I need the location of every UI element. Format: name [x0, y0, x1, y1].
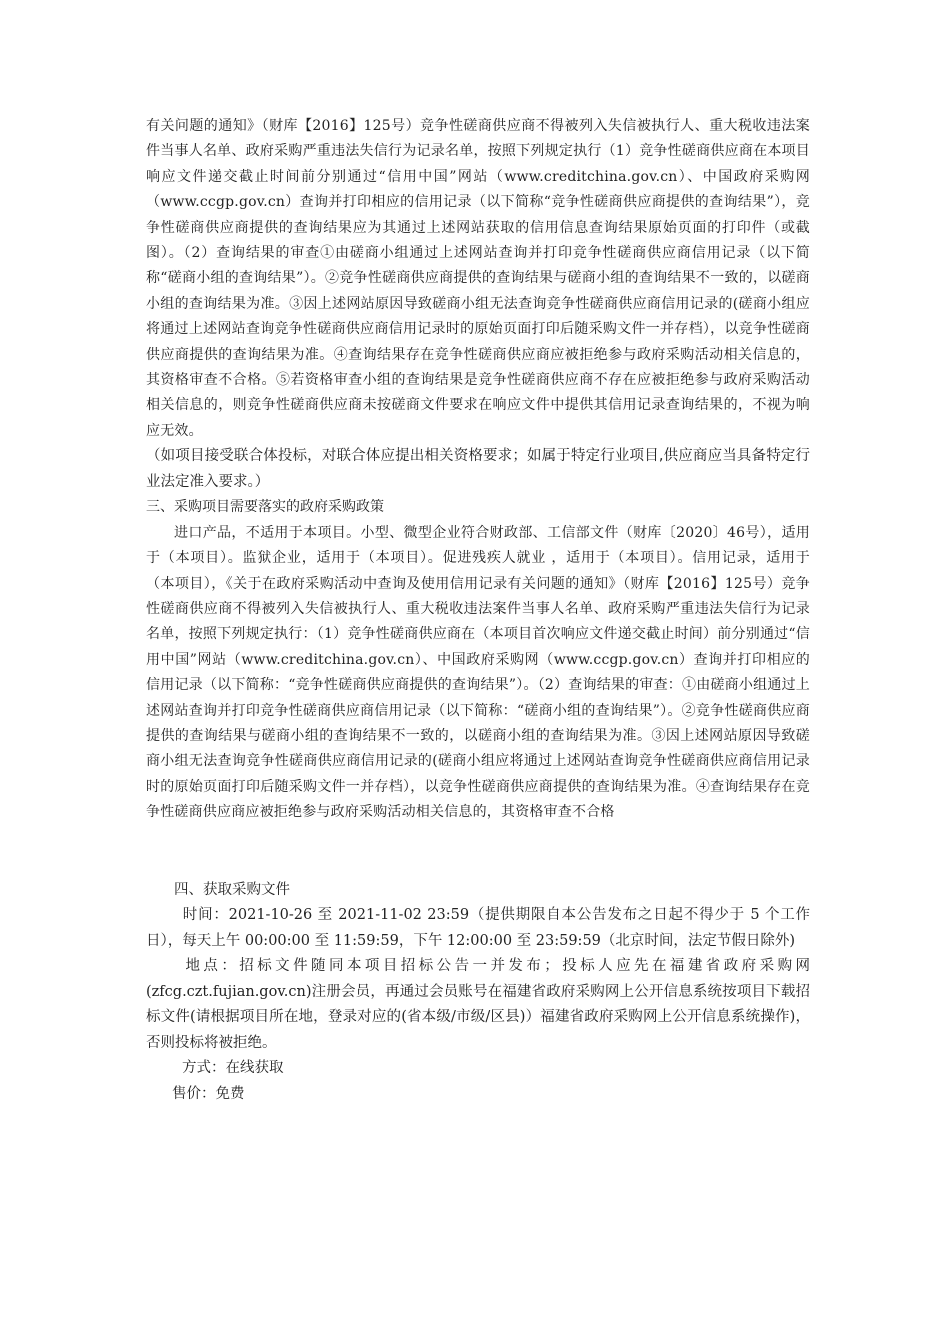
- section4-heading: 四、获取采购文件: [174, 881, 290, 898]
- place-value: 招标文件随同本项目招标公告一并发布；投标人应先在福建省政府采购网(zfcg.czt.fujian.gov.cn)注册会员，再通过会员账号在福建省政府采购网上公开信息系统按项目下载招标文件(请根据项目所在地，登录对应的(省本级/市级/区县)）福建省政府采购网上公开信息系统操作)，否则投标将被拒绝。: [146, 958, 811, 1051]
- price-value: 免费: [215, 1085, 245, 1102]
- section-gap: [146, 826, 810, 878]
- price-label: 售价：: [172, 1085, 216, 1102]
- document-page: [146, 114, 810, 1107]
- place-label: 地点：: [182, 958, 240, 975]
- acquire-price: [146, 1082, 810, 1108]
- acquire-method: [146, 1056, 810, 1082]
- consortium-note: （如项目接受联合体投标，对联合体应提出相关资格要求；如属于特定行业项目,供应商应当具备特定行业法定准入要求。）: [146, 448, 810, 490]
- time-value: 2021-10-26 至 2021-11-02 23:59（提供期限自本公告发布之日起不得少于 5 个工作日），每天上午 00:00:00 至 11:59:59，下午 12:00:00 至 23:59:59（北京时间，法定节假日除外): [146, 907, 811, 949]
- acquire-time: [146, 903, 810, 954]
- qualification-credit-paragraph: 有关问题的通知》（财库【2016】125号）竞争性磋商供应商不得被列入失信被执行人、重大税收违法案件当事人名单、政府采购严重违法失信行为记录名单，按照下列规定执行（1）竞争性磋商供应商在本项目响应文件递交截止时间前分别通过“信用中国”网站（www.creditchina.gov.cn）、中国政府采购网（www.ccgp.gov.cn）查询并打印相应的信用记录（以下简称“竞争性磋商供应商提供的查询结果”），竞争性磋商供应商提供的查询结果应为其通过上述网站获取的信用信息查询结果原始页面的打印件（或截图）。（2）查询结果的审查①由磋商小组通过上述网站查询并打印竞争性磋商供应商信用记录（以下简称“磋商小组的查询结果”）。②竞争性磋商供应商提供的查询结果与磋商小组的查询结果不一致的，以磋商小组的查询结果为准。③因上述网站原因导致磋商小组无法查询竞争性磋商供应商信用记录的(磋商小组应将通过上述网站查询竞争性磋商供应商信用记录时的原始页面打印后随采购文件一并存档），以竞争性磋商供应商提供的查询结果为准。④查询结果存在竞争性磋商供应商应被拒绝参与政府采购活动相关信息的，其资格审查不合格。⑤若资格审查小组的查询结果是竞争性磋商供应商不存在应被拒绝参与政府采购活动相关信息的，则竞争性磋商供应商未按磋商文件要求在响应文件中提供其信用记录查询结果的，不视为响应无效。: [146, 118, 810, 439]
- method-label: 方式：: [182, 1060, 226, 1077]
- time-label: 时间：: [182, 907, 229, 924]
- section3-heading: 三、采购项目需要落实的政府采购政策: [146, 499, 384, 516]
- method-value: 在线获取: [225, 1060, 284, 1077]
- acquire-place: [146, 954, 810, 1056]
- section3-body: 进口产品，不适用于本项目。小型、微型企业符合财政部、工信部文件（财库〔2020〕46号），适用于（本项目）。监狱企业，适用于（本项目）。促进残疾人就业 ，适用于（本项目）。信用记录，适用于（本项目），《关于在政府采购活动中查询及使用信用记录有关问题的通知》（财库【2016】125号）竞争性磋商供应商不得被列入失信被执行人、重大税收违法案件当事人名单、政府采购严重违法失信行为记录名单，按照下列规定执行：（1）竞争性磋商供应商在（本项目首次响应文件递交截止时间）前分别通过“信用中国”网站（www.creditchina.gov.cn）、中国政府采购网（www.ccgp.gov.cn）查询并打印相应的信用记录（以下简称：“竞争性磋商供应商提供的查询结果”）。（2）查询结果的审查：①由磋商小组通过上述网站查询并打印竞争性磋商供应商信用记录（以下简称：“磋商小组的查询结果”）。②竞争性磋商供应商提供的查询结果与磋商小组的查询结果不一致的，以磋商小组的查询结果为准。③因上述网站原因导致磋商小组无法查询竞争性磋商供应商信用记录的(磋商小组应将通过上述网站查询竞争性磋商供应商信用记录时的原始页面打印后随采购文件一并存档），以竞争性磋商供应商提供的查询结果为准。④查询结果存在竞争性磋商供应商应被拒绝参与政府采购活动相关信息的，其资格审查不合格: [146, 524, 810, 821]
